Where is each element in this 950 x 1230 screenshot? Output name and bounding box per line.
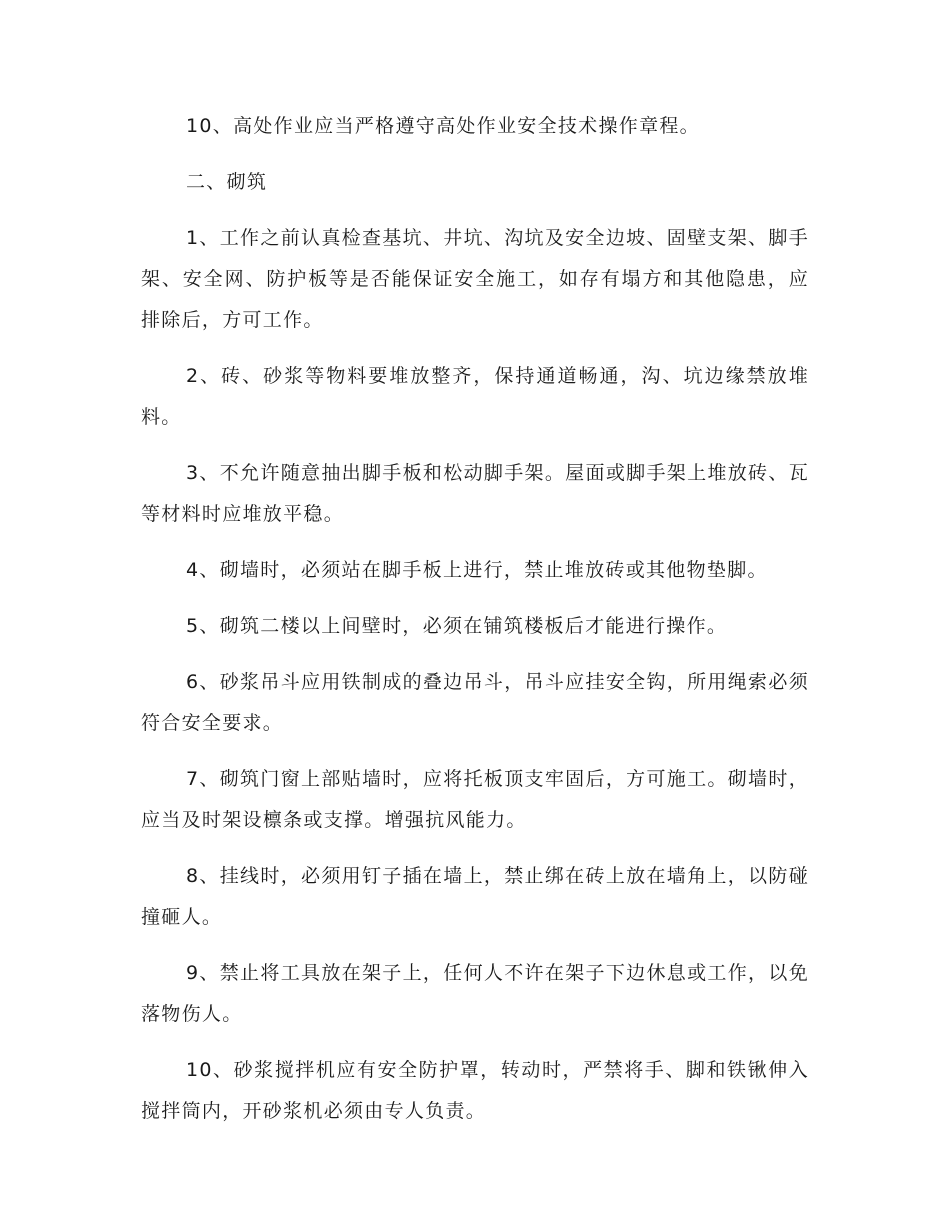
paragraph-rule-1: 1、工作之前认真检查基坑、井坑、沟坑及安全边坡、固壁支架、脚手架、安全网、防护板等是否能保证安全施工，如存有塌方和其他隐患，应排除后，方可工作。 — [141, 227, 809, 331]
document-body — [141, 106, 809, 1147]
paragraph-rule-4: 4、砌墙时，必须站在脚手板上进行，禁止堆放砖或其他物垫脚。 — [186, 559, 768, 581]
paragraph-rule-5: 5、砌筑二楼以上间壁时，必须在铺筑楼板后才能进行操作。 — [186, 615, 728, 637]
paragraph-rule-10-mixer: 10、砂浆搅拌机应有安全防护罩，转动时，严禁将手、脚和铁锹伸入搅拌筒内，开砂浆机必须由专人负责。 — [141, 1059, 809, 1122]
paragraph-rule-9: 9、禁止将工具放在架子上，任何人不许在架子下边休息或工作，以免落物伤人。 — [141, 962, 809, 1025]
paragraph-rule-6: 6、砂浆吊斗应用铁制成的叠边吊斗，吊斗应挂安全钩，所用绳索必须符合安全要求。 — [141, 671, 809, 734]
paragraph-rule-7: 7、砌筑门窗上部贴墙时，应将托板顶支牢固后，方可施工。砌墙时，应当及时架设檩条或支撑。增强抗风能力。 — [141, 768, 809, 831]
paragraph-rule-8: 8、挂线时，必须用钉子插在墙上，禁止绑在砖上放在墙角上，以防碰撞砸人。 — [141, 865, 809, 928]
paragraph-rule-3: 3、不允许随意抽出脚手板和松动脚手架。屋面或脚手架上堆放砖、瓦等材料时应堆放平稳。 — [141, 462, 809, 525]
paragraph-rule-2: 2、砖、砂浆等物料要堆放整齐，保持通道畅通，沟、坑边缘禁放堆料。 — [141, 365, 809, 428]
section-heading-masonry: 二、砌筑 — [186, 171, 268, 193]
paragraph-rule-10-heights: 10、高处作业应当严格遵守高处作业安全技术操作章程。 — [186, 115, 700, 137]
